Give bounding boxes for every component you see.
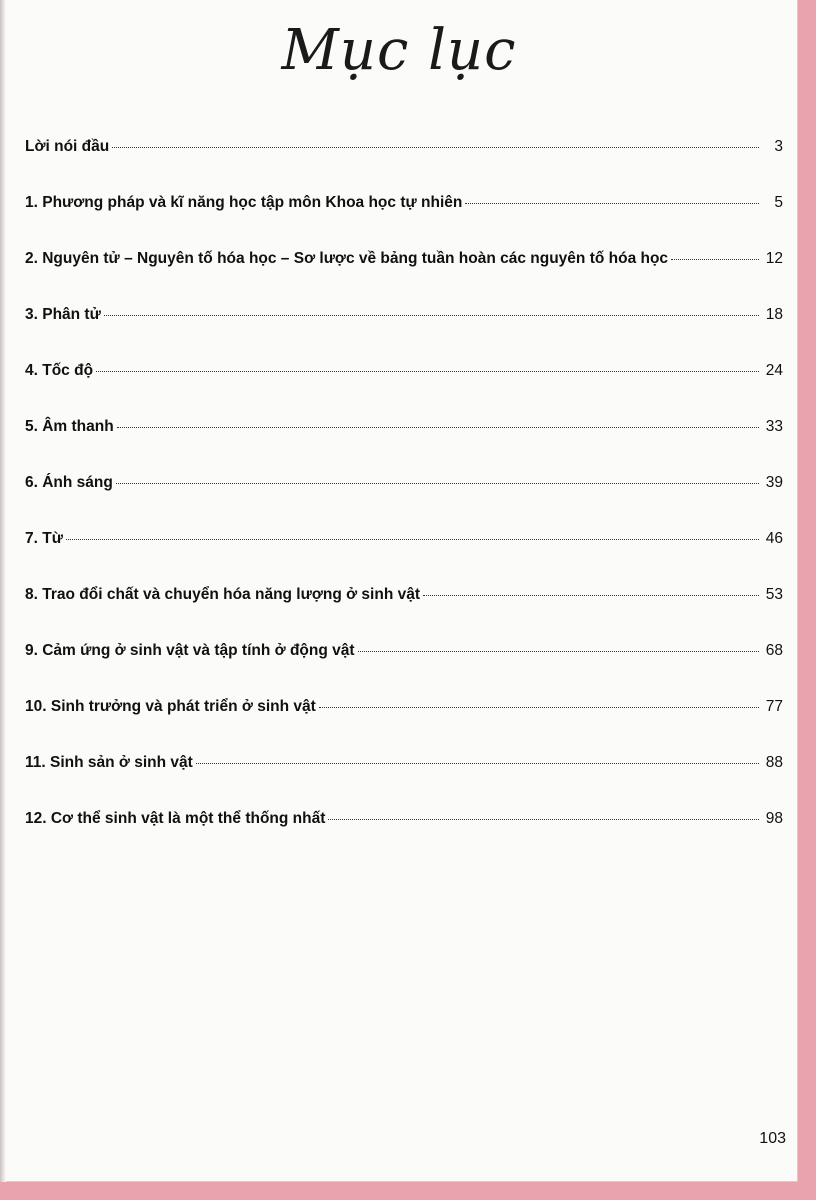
toc-leader-dots <box>465 203 759 204</box>
toc-entry-page: 33 <box>765 418 783 435</box>
toc-entry-page: 39 <box>765 474 783 491</box>
toc-entry-label: 11. Sinh sản ở sinh vật <box>25 754 193 771</box>
toc-entry-label: Lời nói đầu <box>25 138 110 155</box>
toc-entry <box>25 642 783 698</box>
toc-entry-page: 24 <box>765 362 783 379</box>
toc-entry-label: 5. Âm thanh <box>25 418 114 435</box>
toc-entry-page: 98 <box>765 810 783 827</box>
toc-entry <box>25 362 783 418</box>
toc-entry-label: 1. Phương pháp và kĩ năng học tập môn Khoa học tự nhiên <box>25 194 463 211</box>
toc-entry <box>25 530 783 586</box>
toc-entry-label: 12. Cơ thể sinh vật là một thể thống nhất <box>25 810 326 827</box>
toc-entry-label: 7. Từ <box>25 530 63 547</box>
toc-leader-dots <box>117 427 759 428</box>
toc-entry <box>25 194 783 250</box>
toc-entry-label: 6. Ánh sáng <box>25 474 113 491</box>
toc-entry <box>25 754 783 810</box>
toc-entry <box>25 586 783 642</box>
toc-leader-dots <box>104 315 759 316</box>
page-number: 103 <box>759 1130 786 1147</box>
toc-entry <box>25 138 783 194</box>
toc-leader-dots <box>66 539 759 540</box>
toc-entry-page: 3 <box>774 138 783 155</box>
toc-entry <box>25 250 783 306</box>
toc-entry-label: 10. Sinh trưởng và phát triển ở sinh vật <box>25 698 316 715</box>
toc-entry <box>25 418 783 474</box>
table-of-contents <box>25 138 783 866</box>
toc-entry-page: 68 <box>765 642 783 659</box>
toc-leader-dots <box>96 371 759 372</box>
toc-entry-label: 3. Phân tử <box>25 306 101 323</box>
toc-entry-page: 77 <box>765 698 783 715</box>
toc-entry-page: 46 <box>765 530 783 547</box>
toc-entry-label: 4. Tốc độ <box>25 362 94 379</box>
page-binding-edge <box>0 0 6 1182</box>
toc-entry-label: 9. Cảm ứng ở sinh vật và tập tính ở động vật <box>25 642 355 659</box>
toc-entry-page: 53 <box>765 586 783 603</box>
toc-entry <box>25 306 783 362</box>
toc-leader-dots <box>319 707 759 708</box>
toc-leader-dots <box>196 763 759 764</box>
toc-leader-dots <box>671 259 759 260</box>
toc-entry-page: 5 <box>774 194 783 211</box>
toc-entry-page: 12 <box>765 250 783 267</box>
toc-leader-dots <box>328 819 759 820</box>
toc-leader-dots <box>112 147 759 148</box>
toc-entry <box>25 810 783 866</box>
toc-entry-label: 2. Nguyên tử – Nguyên tố hóa học – Sơ lược về bảng tuần hoàn các nguyên tố hóa học <box>25 250 669 267</box>
toc-leader-dots <box>358 651 759 652</box>
page-title: Mục lục <box>281 18 517 83</box>
toc-entry-page: 18 <box>765 306 783 323</box>
toc-entry-label: 8. Trao đổi chất và chuyển hóa năng lượng ở sinh vật <box>25 586 421 603</box>
toc-entry <box>25 474 783 530</box>
toc-entry-page: 88 <box>765 754 783 771</box>
toc-leader-dots <box>116 483 759 484</box>
toc-leader-dots <box>423 595 759 596</box>
toc-entry <box>25 698 783 754</box>
